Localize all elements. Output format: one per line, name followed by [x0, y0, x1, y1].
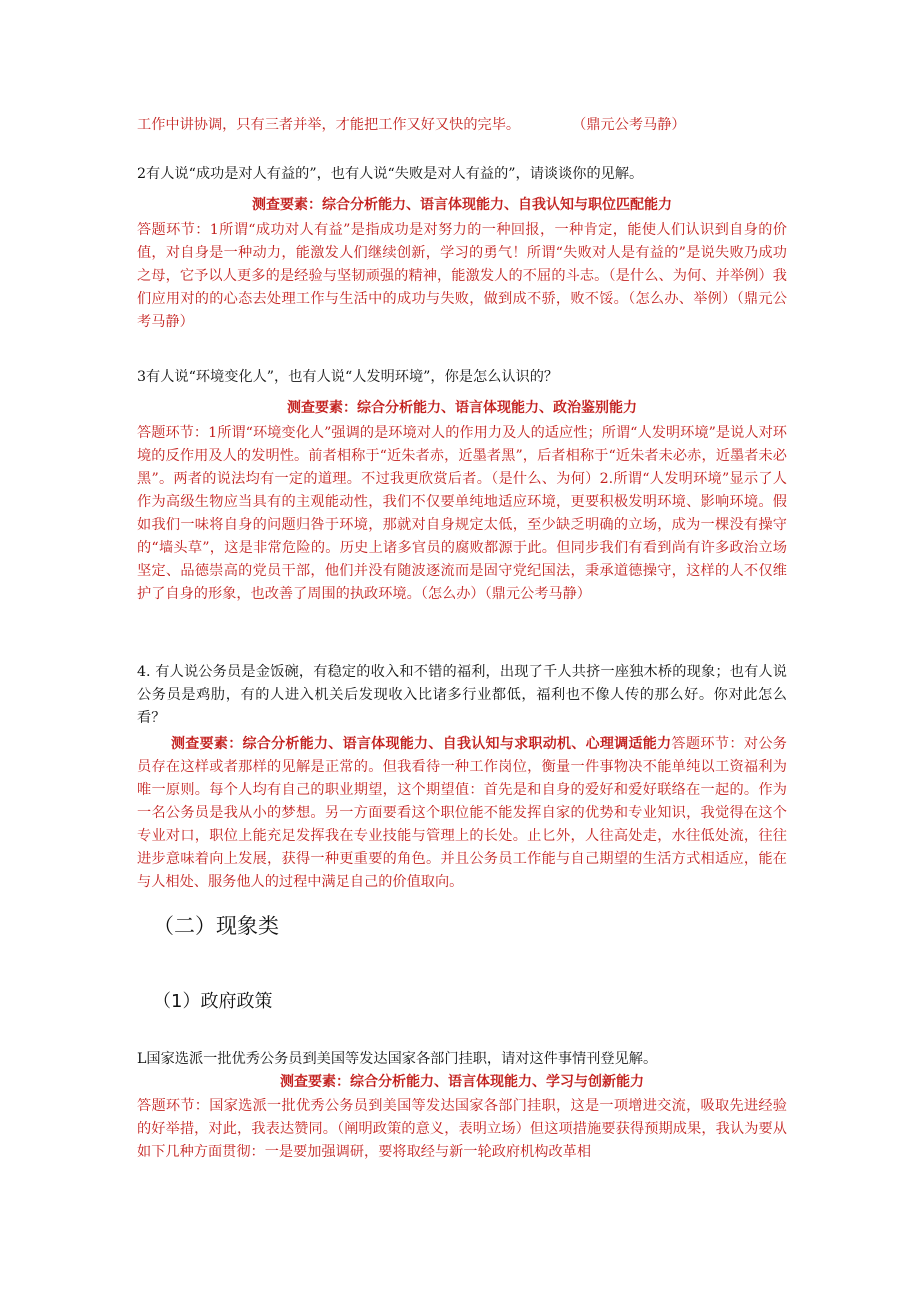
question-2: [137, 163, 787, 334]
top-line: [137, 114, 787, 137]
question-3: [137, 366, 787, 606]
question-gov-1-requirement: 测查要素：综合分析能力、语言体现能力、学习与创新能力: [280, 1074, 644, 1090]
section-heading: （二）现象类: [153, 914, 279, 938]
question-2-text: 2有人说“成功是对人有益的”，也有人说“失败是对人有益的”，请谈谈你的见解。: [137, 166, 644, 182]
top-line-text: 工作中讲协调，只有三者并举，才能把工作又好又快的完毕。: [137, 117, 521, 133]
question-3-requirement: 测查要素：综合分析能力、语言体现能力、政治鉴别能力: [287, 400, 637, 416]
subsection-heading: （1）政府政策: [153, 991, 273, 1012]
question-gov-1: [137, 1048, 787, 1164]
question-gov-1-answer: 答题环节：国家选派一批优秀公务员到美国等发达国家各部门挂职，这是一项增进交流，吸取先进经验的好举措，对此，我表达赞同。（阐明政策的意义，表明立场）但这项措施要获得预期成果，我认为要从如下几种方面贯彻：一是要加强调研，要将取经与新一轮政府机构改革相: [137, 1098, 787, 1160]
question-4-answer: 答题环节：对公务员存在这样或者那样的见解是正常的。但我看待一种工作岗位，衡量一件事物决不能单纯以工资福利为唯一原则。每个人均有自己的职业期望，这个期望值：首先是和自身的爱好和爱好联络在一起的。作为一名公务员是我从小的梦想。另一方面要看这个职位能不能发挥自家的优势和专业知识，我觉得在这个专业对口，职位上能充足发挥我在专业技能与管理上的长处。止匕外，人往高处走，水往低处流，往往进步意味着向上发展，获得一种更重要的角色。并且公务员工作能与自己期望的生活方式相适应，能在与人相处、服务他人的过程中满足自己的价值取向。: [137, 736, 787, 890]
question-4-requirement: 测查要素：综合分析能力、语言体现能力、自我认知与求职动机、心理调适能力: [171, 736, 672, 752]
question-2-answer: 答题环节：1所谓“成功对人有益”是指成功是对努力的一种回报，一种肯定，能使人们认识到自身的价值，对自身是一种动力，能激发人们继续创新，学习的勇气！所谓“失败对人是有益的”是说失败乃成功之母，它予以人更多的是经验与坚韧顽强的精神，能激发人的不屈的斗志。（是什么、为何、并举例）我们应用对的的心态去处理工作与生活中的成功与失败，做到成不骄，败不馁。（怎么办、举例）（鼎元公考马静）: [137, 222, 787, 330]
top-line-paragraph: [137, 114, 787, 137]
question-4-body: [137, 733, 787, 894]
question-gov-1-text: L国家选派一批优秀公务员到美国等发达国家各部门挂职，请对这件事情刊登见解。: [137, 1051, 658, 1067]
question-2-requirement: 测查要素：综合分析能力、语言体现能力、自我认知与职位匹配能力: [252, 197, 672, 213]
question-4-text: 4. 有人说公务员是金饭碗，有稳定的收入和不错的福利，出现了千人共挤一座独木桥的现象；也有人说公务员是鸡肋，有的人进入机关后发现收入比诸多行业都低，福利也不像人传的那么好。你对此怎么看？: [137, 664, 787, 726]
question-3-answer: 答题环节：1所谓“环境变化人”强调的是环境对人的作用力及人的适应性；所谓“人发明环境”是说人对环境的反作用及人的发明性。前者相称于“近朱者赤，近墨者黑”，后者相称于“近朱者未必赤，近墨者未必黑”。两者的说法均有一定的道理。不过我更欣赏后者。（是什么、为何）2.所谓“人发明环境”显示了人作为高级生物应当具有的主观能动性，我们不仅要单纯地适应环境，更要积极发明环境、影响环境。假如我们一味将自身的问题归咎于环境，那就对自身规定太低，至少缺乏明确的立场，成为一棵没有操守的“墙头草”，这是非常危险的。历史上诸多官员的腐败都源于此。但同步我们有看到尚有许多政治立场坚定、品德崇高的党员干部，他们并没有随波逐流而是固守党纪国法，秉承道德操守，这样的人不仅维护了自身的形象，也改善了周围的执政环境。（怎么办）（鼎元公考马静）: [137, 425, 787, 602]
top-line-source: （鼎元公考马静）: [572, 117, 686, 133]
subsection-heading-block: [153, 989, 803, 1015]
section-heading-block: [153, 912, 803, 940]
question-4: [137, 661, 787, 894]
question-3-text: 3有人说“环境变化人”，也有人说“人发明环境”，你是怎么认识的？: [137, 369, 559, 385]
